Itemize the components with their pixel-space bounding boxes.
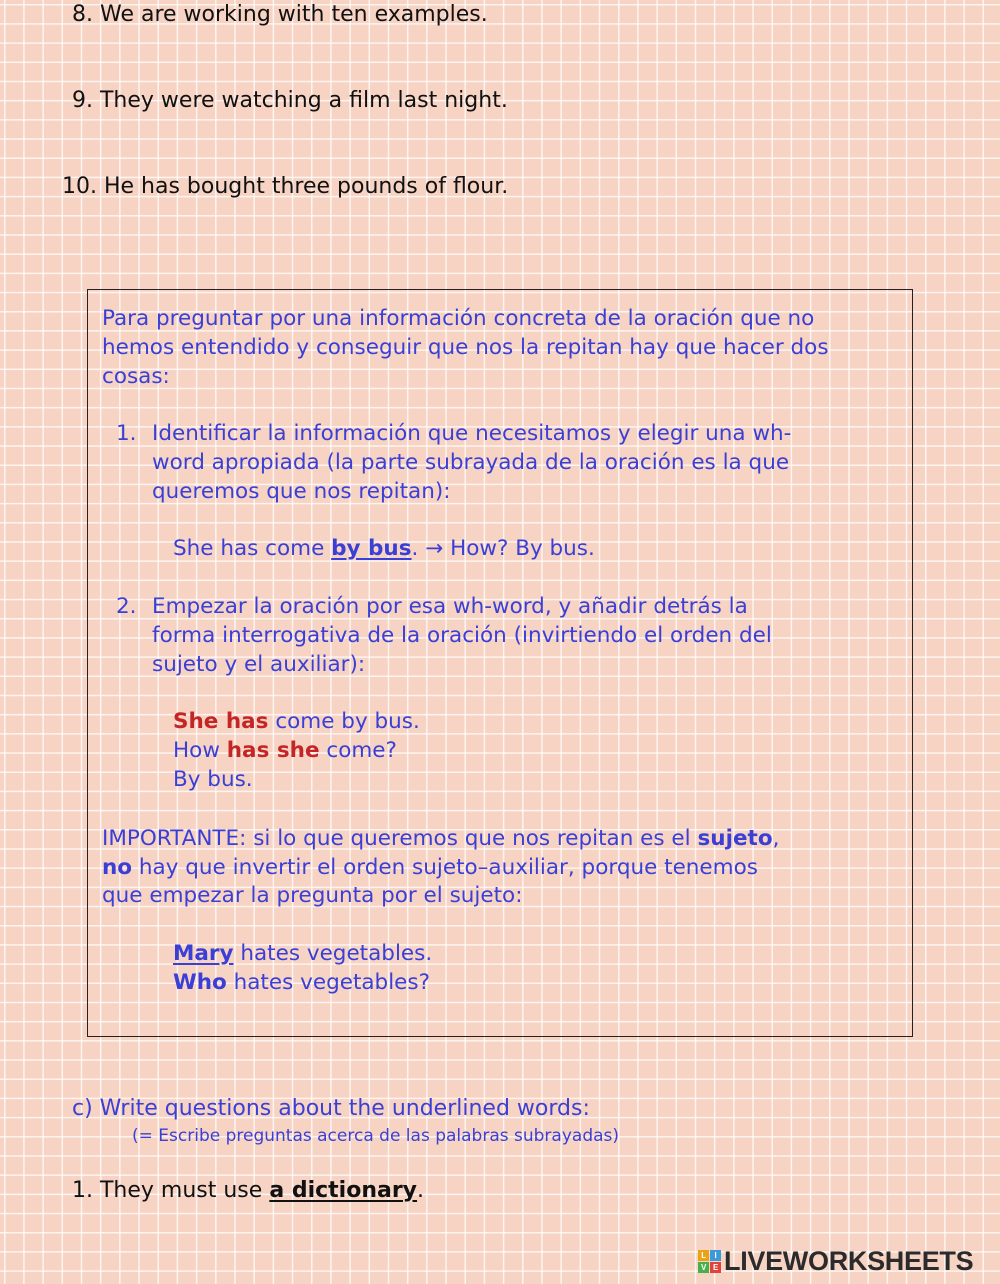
important-bold-subject: sujeto (697, 826, 773, 851)
important-pre: IMPORTANTE: si lo que queremos que nos repitan es el (102, 826, 698, 851)
important-example-1-bold: Mary (173, 941, 234, 966)
step1-line-1: Identificar la información que necesitamos y elegir una wh- (152, 421, 792, 446)
important-example-1-rest: hates vegetables. (233, 941, 433, 966)
exercise-8: 8. We are working with ten examples. (72, 2, 488, 27)
step2-example-line-2 (173, 736, 397, 765)
section-c-subheading: (= Escribe preguntas acerca de las palabras subrayadas) (132, 1126, 620, 1146)
step2-example-rest-1: come by bus. (268, 709, 420, 734)
step1-line-3: queremos que nos repitan): (152, 479, 451, 504)
step1-example-underlined: by bus (331, 536, 412, 561)
step2-line-1: Empezar la oración por esa wh-word, y añadir detrás la (152, 594, 748, 619)
question-1 (72, 1178, 424, 1203)
liveworksheets-mark-icon (698, 1250, 721, 1273)
step1-line-2: word apropiada (la parte subrayada de la oración es la que (152, 450, 790, 475)
step1-example-post: . → How? By bus. (411, 536, 595, 561)
logo-mark-i: I (710, 1250, 721, 1261)
step2-number: 2. (116, 594, 137, 619)
exercise-10: 10. He has bought three pounds of flour. (62, 174, 509, 199)
important-line-1 (102, 824, 779, 853)
important-example-1 (173, 939, 432, 968)
step2-example-line-1 (173, 707, 420, 736)
logo-mark-l: L (698, 1250, 709, 1261)
important-example-2 (173, 968, 430, 997)
step2-example-red-2: has she (226, 738, 320, 763)
step2-line-3: sujeto y el auxiliar): (152, 652, 366, 677)
question-1-post: . (417, 1178, 425, 1203)
important-comma: , (772, 826, 780, 851)
logo-mark-e: E (710, 1262, 721, 1273)
step1-example (173, 534, 595, 563)
step2-example-pre-2: How (173, 738, 227, 763)
question-1-pre: 1. They must use (72, 1178, 270, 1203)
important-line-2-rest: hay que invertir el orden sujeto–auxiliar, porque tenemos (132, 855, 758, 880)
question-1-underlined: a dictionary (269, 1178, 418, 1203)
important-line-3: que empezar la pregunta por el sujeto: (102, 883, 523, 908)
step2-example-red-1: She has (173, 709, 269, 734)
logo-text: LIVEWORKSHEETS (724, 1246, 974, 1276)
intro-line-2: hemos entendido y conseguir que nos la repitan hay que hacer dos (102, 335, 829, 360)
step1-example-pre: She has come (173, 536, 332, 561)
exercise-9: 9. They were watching a film last night. (72, 88, 508, 113)
step1-number: 1. (116, 421, 137, 446)
step2-example-line-3: By bus. (173, 767, 253, 792)
important-example-2-rest: hates vegetables? (226, 970, 431, 995)
step2-line-2: forma interrogativa de la oración (invirtiendo el orden del (152, 623, 772, 648)
section-c-heading: c) Write questions about the underlined words: (72, 1096, 590, 1121)
intro-line-3: cosas: (102, 364, 170, 389)
logo-mark-v: V (698, 1262, 709, 1273)
intro-line-1: Para preguntar por una información concreta de la oración que no (102, 306, 815, 331)
important-bold-no: no (102, 855, 133, 880)
important-line-2 (102, 853, 758, 882)
liveworksheets-logo (698, 1246, 973, 1277)
step2-example-rest-2: come? (319, 738, 397, 763)
important-example-2-bold: Who (173, 970, 227, 995)
